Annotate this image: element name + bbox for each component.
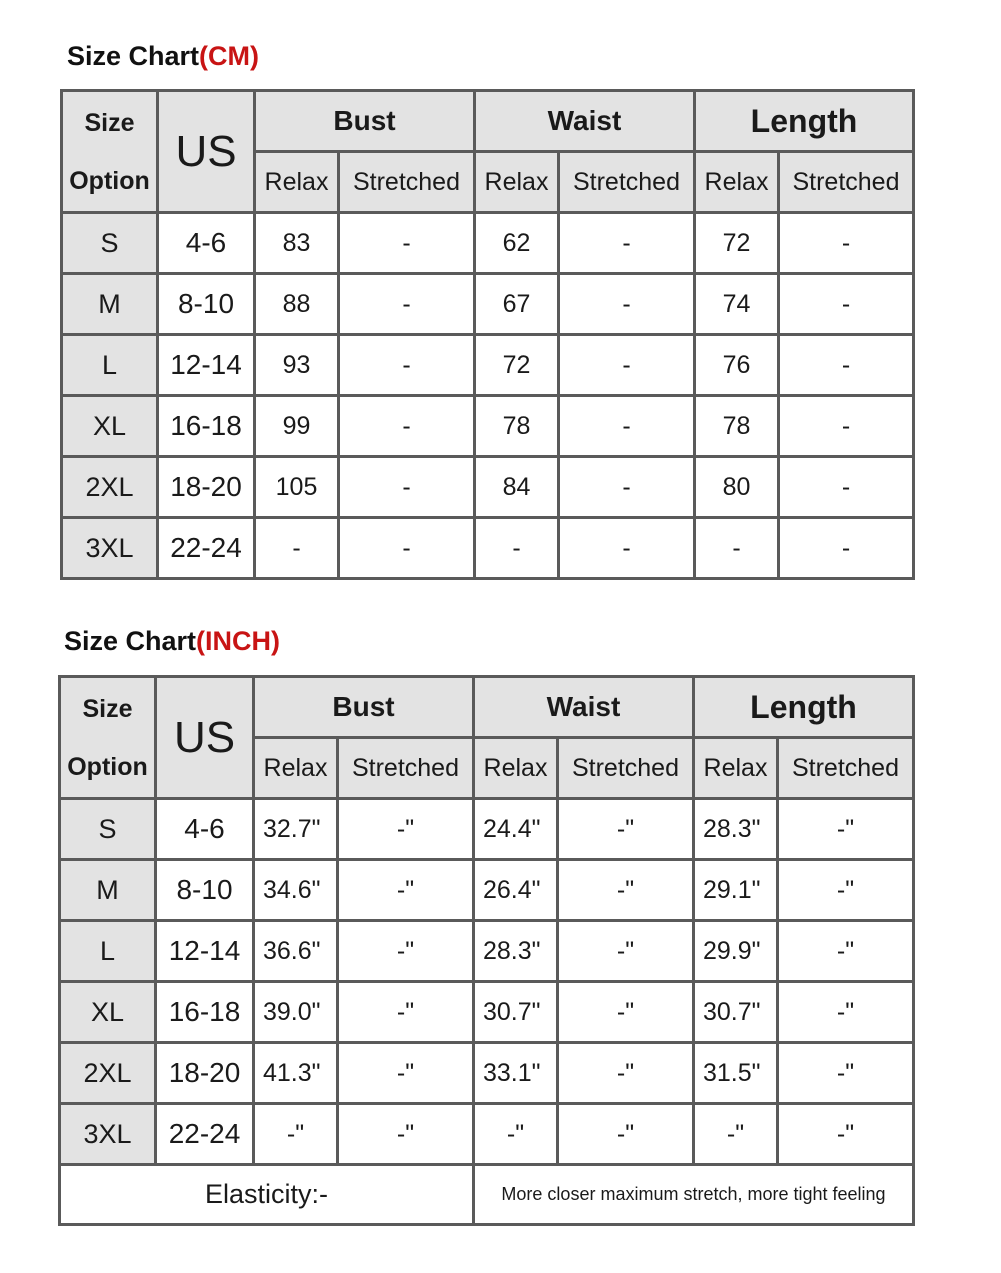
waist-stretched: -" <box>558 1104 694 1165</box>
bust-stretched: -" <box>338 982 474 1043</box>
length-relax: - <box>695 518 779 579</box>
size-label: M <box>60 860 156 921</box>
length-relax: 28.3" <box>694 799 778 860</box>
length-stretched-header: Stretched <box>778 738 914 799</box>
waist-stretched: -" <box>558 860 694 921</box>
length-relax: 29.9" <box>694 921 778 982</box>
bust-header: Bust <box>254 677 474 738</box>
table-row <box>60 982 914 1043</box>
length-relax: 29.1" <box>694 860 778 921</box>
table-row <box>62 518 914 579</box>
waist-relax: 33.1" <box>474 1043 558 1104</box>
bust-header: Bust <box>255 91 475 152</box>
us-size: 22-24 <box>158 518 255 579</box>
waist-stretched: -" <box>558 921 694 982</box>
waist-stretched: - <box>559 396 695 457</box>
table-row <box>60 860 914 921</box>
inch-size-table <box>58 675 915 1226</box>
length-header: Length <box>694 677 914 738</box>
length-relax: 72 <box>695 213 779 274</box>
size-label: S <box>62 213 158 274</box>
bust-stretched: -" <box>338 921 474 982</box>
inch-title-prefix: Size Chart <box>64 626 197 656</box>
length-stretched: - <box>779 274 914 335</box>
length-stretched: -" <box>778 1043 914 1104</box>
elasticity-row <box>60 1165 914 1225</box>
us-size: 12-14 <box>156 921 254 982</box>
length-stretched: -" <box>778 921 914 982</box>
size-label: 2XL <box>62 457 158 518</box>
size-option-header <box>60 677 156 799</box>
size-label: L <box>62 335 158 396</box>
bust-relax: 99 <box>255 396 339 457</box>
size-label: 3XL <box>60 1104 156 1165</box>
waist-relax: -" <box>474 1104 558 1165</box>
bust-relax: 32.7" <box>254 799 338 860</box>
length-stretched: -" <box>778 799 914 860</box>
bust-stretched-header: Stretched <box>338 738 474 799</box>
waist-stretched: - <box>559 335 695 396</box>
size-label: 3XL <box>62 518 158 579</box>
us-header: US <box>156 677 254 799</box>
length-stretched: -" <box>778 860 914 921</box>
us-size: 8-10 <box>158 274 255 335</box>
bust-stretched: -" <box>338 1104 474 1165</box>
cm-chart-title <box>67 41 259 72</box>
elasticity-note: More closer maximum stretch, more tight feeling <box>474 1165 914 1225</box>
bust-relax-header: Relax <box>254 738 338 799</box>
size-label: M <box>62 274 158 335</box>
us-size: 18-20 <box>156 1043 254 1104</box>
us-size: 12-14 <box>158 335 255 396</box>
waist-stretched: - <box>559 274 695 335</box>
waist-relax: 62 <box>475 213 559 274</box>
waist-relax: 84 <box>475 457 559 518</box>
bust-relax-header: Relax <box>255 152 339 213</box>
length-relax-header: Relax <box>695 152 779 213</box>
header-row-groups <box>62 91 914 152</box>
length-stretched: -" <box>778 1104 914 1165</box>
table-row <box>60 921 914 982</box>
bust-relax: -" <box>254 1104 338 1165</box>
length-stretched-header: Stretched <box>779 152 914 213</box>
table-row <box>62 335 914 396</box>
bust-stretched: -" <box>338 860 474 921</box>
length-relax: -" <box>694 1104 778 1165</box>
length-relax: 80 <box>695 457 779 518</box>
length-relax: 76 <box>695 335 779 396</box>
bust-stretched: - <box>339 518 475 579</box>
elasticity-label: Elasticity:- <box>60 1165 474 1225</box>
table-row <box>62 213 914 274</box>
size-option-line2: Option <box>69 166 150 195</box>
table-row <box>60 799 914 860</box>
us-size: 4-6 <box>156 799 254 860</box>
inch-title-unit: (INCH) <box>196 626 281 656</box>
bust-relax: 93 <box>255 335 339 396</box>
waist-relax-header: Relax <box>474 738 558 799</box>
bust-stretched: - <box>339 335 475 396</box>
size-option-line1: Size <box>84 108 135 137</box>
table-row <box>60 1043 914 1104</box>
waist-stretched-header: Stretched <box>559 152 695 213</box>
cm-size-table <box>60 89 915 580</box>
cm-title-unit: (CM) <box>199 41 260 71</box>
bust-stretched: - <box>339 396 475 457</box>
bust-stretched: - <box>339 213 475 274</box>
bust-stretched: -" <box>338 1043 474 1104</box>
header-row-groups <box>60 677 914 738</box>
waist-relax: 30.7" <box>474 982 558 1043</box>
cm-title-prefix: Size Chart <box>67 41 200 71</box>
waist-stretched: -" <box>558 799 694 860</box>
length-stretched: - <box>779 518 914 579</box>
waist-relax: 28.3" <box>474 921 558 982</box>
size-label: XL <box>60 982 156 1043</box>
waist-stretched: - <box>559 457 695 518</box>
waist-relax: 26.4" <box>474 860 558 921</box>
length-stretched: - <box>779 457 914 518</box>
bust-stretched-header: Stretched <box>339 152 475 213</box>
waist-relax: 67 <box>475 274 559 335</box>
waist-relax: 78 <box>475 396 559 457</box>
waist-stretched: - <box>559 213 695 274</box>
table-row <box>60 1104 914 1165</box>
bust-relax: 83 <box>255 213 339 274</box>
size-option-line2: Option <box>67 752 148 781</box>
waist-stretched: -" <box>558 1043 694 1104</box>
waist-relax: 72 <box>475 335 559 396</box>
bust-relax: 88 <box>255 274 339 335</box>
us-header: US <box>158 91 255 213</box>
length-relax-header: Relax <box>694 738 778 799</box>
length-stretched: - <box>779 335 914 396</box>
bust-relax: 34.6" <box>254 860 338 921</box>
bust-stretched: - <box>339 457 475 518</box>
bust-relax: 39.0" <box>254 982 338 1043</box>
us-size: 16-18 <box>156 982 254 1043</box>
waist-header: Waist <box>475 91 695 152</box>
length-stretched: - <box>779 396 914 457</box>
size-label: XL <box>62 396 158 457</box>
waist-stretched: -" <box>558 982 694 1043</box>
size-label: S <box>60 799 156 860</box>
bust-relax: 105 <box>255 457 339 518</box>
table-row <box>62 396 914 457</box>
size-option-line1: Size <box>82 694 133 723</box>
length-relax: 31.5" <box>694 1043 778 1104</box>
table-row <box>62 274 914 335</box>
length-relax: 74 <box>695 274 779 335</box>
waist-relax: - <box>475 518 559 579</box>
size-option-header <box>62 91 158 213</box>
bust-stretched: -" <box>338 799 474 860</box>
bust-stretched: - <box>339 274 475 335</box>
bust-relax: 36.6" <box>254 921 338 982</box>
waist-stretched-header: Stretched <box>558 738 694 799</box>
size-label: L <box>60 921 156 982</box>
bust-relax: - <box>255 518 339 579</box>
length-stretched: - <box>779 213 914 274</box>
us-size: 4-6 <box>158 213 255 274</box>
length-header: Length <box>695 91 914 152</box>
waist-relax-header: Relax <box>475 152 559 213</box>
length-relax: 78 <box>695 396 779 457</box>
us-size: 18-20 <box>158 457 255 518</box>
us-size: 8-10 <box>156 860 254 921</box>
waist-stretched: - <box>559 518 695 579</box>
waist-header: Waist <box>474 677 694 738</box>
inch-chart-title <box>64 626 280 657</box>
us-size: 22-24 <box>156 1104 254 1165</box>
waist-relax: 24.4" <box>474 799 558 860</box>
length-relax: 30.7" <box>694 982 778 1043</box>
size-label: 2XL <box>60 1043 156 1104</box>
bust-relax: 41.3" <box>254 1043 338 1104</box>
us-size: 16-18 <box>158 396 255 457</box>
length-stretched: -" <box>778 982 914 1043</box>
table-row <box>62 457 914 518</box>
